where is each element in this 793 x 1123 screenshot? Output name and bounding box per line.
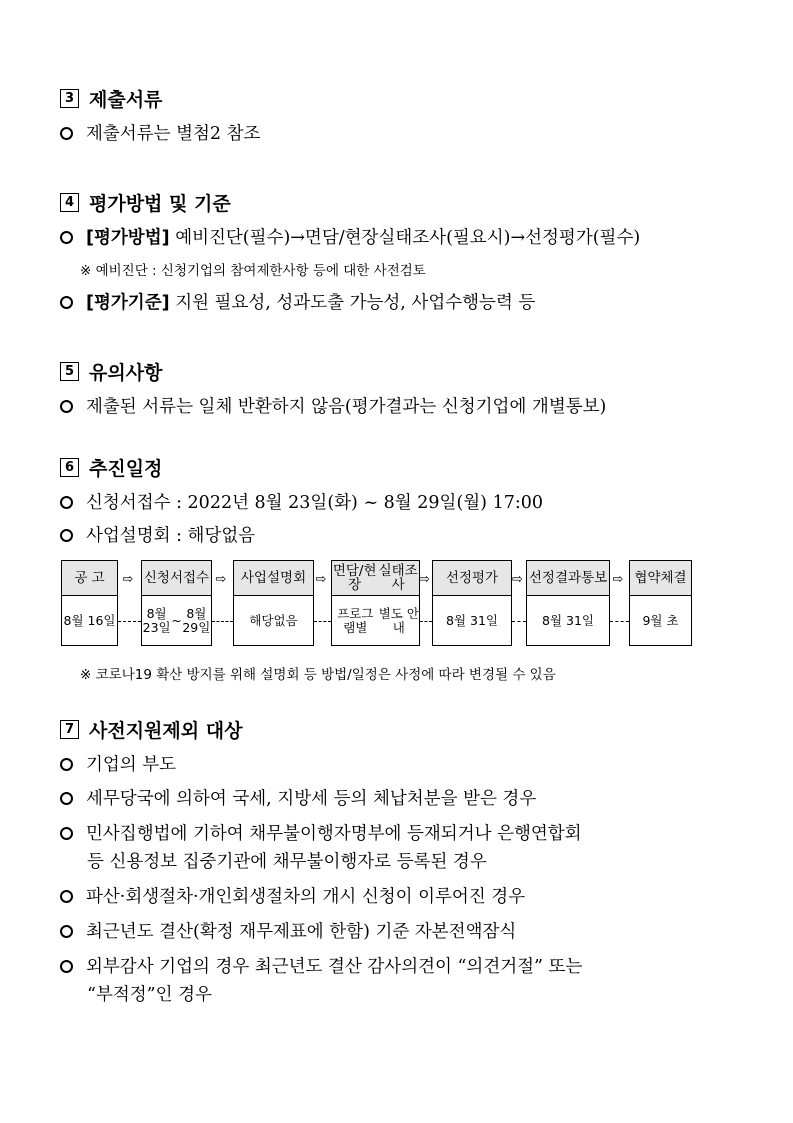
step-date: 해당없음 [233, 596, 314, 646]
list-item [60, 953, 582, 978]
section-4-heading [60, 189, 231, 216]
list-item [60, 785, 536, 810]
connector-line [610, 621, 629, 622]
arrow-right-icon: ⇨ [419, 572, 430, 587]
circle-bullet-icon [60, 529, 73, 542]
section-7-heading [60, 716, 242, 743]
circle-bullet-icon [60, 296, 73, 309]
circle-bullet-icon [60, 890, 73, 903]
step-header: 선정평가 [432, 560, 512, 596]
step-header: 사업 설명회 [233, 560, 314, 596]
arrow-right-icon: ⇨ [315, 572, 327, 587]
item-text: 기업의 부도 [86, 755, 177, 775]
list-item [60, 224, 640, 249]
connector-line [512, 621, 526, 622]
connector-line [420, 621, 432, 622]
circle-bullet-icon [60, 792, 73, 805]
step-header: 면담/현장 실태조사 [331, 560, 420, 596]
list-item [60, 820, 582, 845]
step-date: 8월 23일 ~ 8월 29일 [141, 596, 212, 646]
item-label: [평가방법] [86, 228, 170, 248]
section-number: 4 [60, 193, 79, 212]
section-number: 3 [60, 89, 79, 108]
item-text: 제출된 서류는 일체 반환하지 않음(평가결과는 신청기업에 개별통보) [86, 397, 607, 417]
step-date: 9월 초 [629, 596, 692, 646]
list-item [60, 120, 260, 145]
list-item [60, 751, 176, 776]
item-text: 사업설명회 : 해당없음 [86, 526, 256, 546]
circle-bullet-icon [60, 758, 73, 771]
item-text: 외부감사 기업의 경우 최근년도 결산 감사의견이 “의견거절” 또는 [86, 957, 583, 977]
arrow-right-icon: ⇨ [512, 572, 523, 587]
section-title: 평가방법 및 기준 [89, 193, 231, 215]
section-number: 7 [60, 720, 79, 739]
list-item [60, 522, 255, 547]
list-item [60, 393, 606, 418]
step-header: 공 고 [61, 560, 118, 596]
item-text: 신청서접수 : 2022년 8월 23일(화) ~ 8월 29일(월) 17:00 [86, 493, 544, 513]
arrow-right-icon: ⇨ [122, 572, 134, 587]
note: ※ 예비진단 : 신청기업의 참여제한사항 등에 대한 사전검토 [80, 263, 426, 279]
arrow-right-icon: ⇨ [612, 572, 624, 587]
section-5-heading [60, 358, 162, 385]
step-date: 8월 31일 [526, 596, 610, 646]
list-item [60, 918, 516, 943]
section-number: 6 [60, 458, 79, 477]
section-title: 추진일정 [89, 458, 163, 480]
section-6-heading [60, 454, 162, 481]
step-header: 협약 체결 [629, 560, 692, 596]
section-title: 제출서류 [89, 89, 163, 111]
circle-bullet-icon [60, 925, 73, 938]
connector-line [212, 621, 233, 622]
item-text: 최근년도 결산(확정 재무제표에 한함) 기준 자본전액잠식 [86, 922, 517, 942]
item-text: 민사집행법에 기하여 채무불이행자명부에 등재되거나 은행연합회 [86, 824, 582, 844]
section-title: 유의사항 [89, 362, 163, 384]
circle-bullet-icon [60, 127, 73, 140]
list-item [60, 883, 525, 908]
circle-bullet-icon [60, 960, 73, 973]
list-item [60, 289, 535, 314]
item-text: 세무당국에 의하여 국세, 지방세 등의 체납처분을 받은 경우 [86, 789, 537, 809]
step-date: 프로그램별 별도 안내 [331, 596, 420, 646]
section-number: 5 [60, 362, 79, 381]
note: ※ 코로나19 확산 방지를 위해 설명회 등 방법/일정은 사정에 따라 변경될 수 있음 [80, 667, 556, 683]
item-label: [평가기준] [86, 293, 170, 313]
step-header: 신청서 접수 [141, 560, 212, 596]
arrow-right-icon: ⇨ [215, 572, 227, 587]
item-text-continued: “부적정”인 경우 [87, 985, 212, 1005]
connector-line [118, 621, 141, 622]
step-date: 8월 31일 [432, 596, 512, 646]
item-text: 지원 필요성, 성과도출 가능성, 사업수행능력 등 [169, 293, 536, 313]
item-text-continued: 등 신용정보 집중기관에 채무불이행자로 등록된 경우 [87, 852, 487, 872]
list-item [60, 489, 543, 514]
item-text: 예비진단(필수)→면담/현장실태조사(필요시)→선정평가(필수) [169, 228, 641, 248]
step-date: 8월 16일 [61, 596, 118, 646]
section-3-heading [60, 85, 162, 112]
circle-bullet-icon [60, 496, 73, 509]
item-text: 파산·회생절차·개인회생절차의 개시 신청이 이루어진 경우 [86, 887, 526, 907]
section-title: 사전지원제외 대상 [89, 720, 243, 742]
circle-bullet-icon [60, 231, 73, 244]
circle-bullet-icon [60, 827, 73, 840]
circle-bullet-icon [60, 400, 73, 413]
connector-line [314, 621, 331, 622]
step-header: 선정결과 통보 [526, 560, 610, 596]
item-text: 제출서류는 별첨2 참조 [86, 124, 261, 144]
